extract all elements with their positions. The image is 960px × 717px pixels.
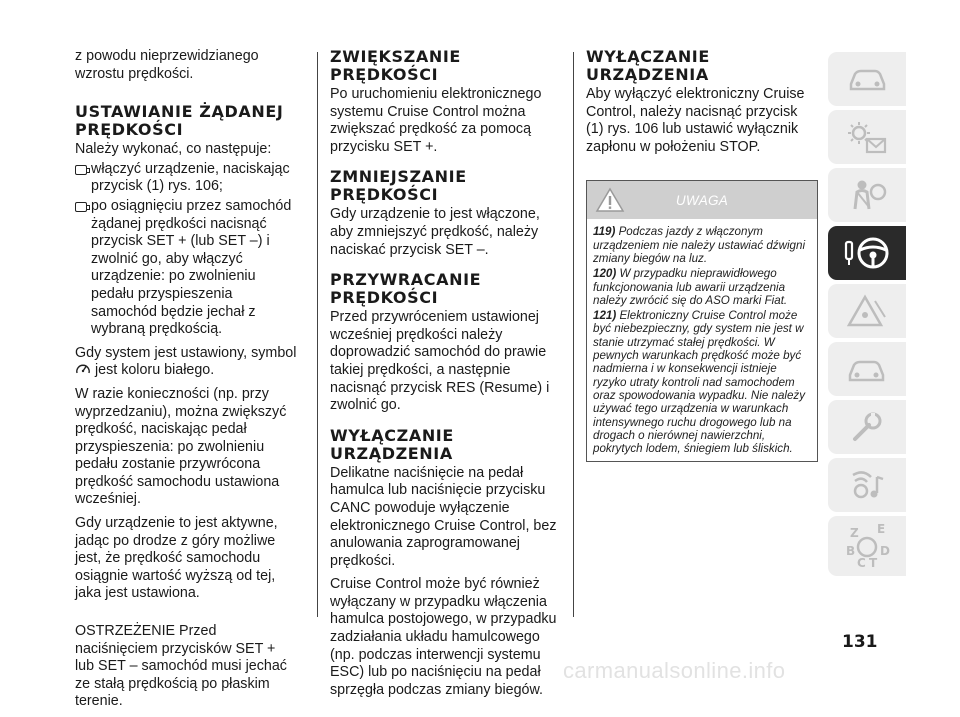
column-divider [573, 52, 574, 617]
warning-item [593, 267, 811, 307]
paragraph-text: jest koloru białego. [94, 362, 215, 379]
paragraph-text: Gdy system jest ustawiony, symbol [75, 344, 297, 361]
warning-item-text: Elektroniczny Cruise Control może być niebezpieczny, gdy system nie jest w stanie utrzymać stałej prędkości. W pewnych warunkach prędkość może być nadmierna i w konsekwencji istnieje ryzyko utraty kontroli nad samochodem oraz spowodowania wypadku. Nie należy używać tego urządzenia w warunkach intensywnego ruchu drogowego lub na drogach o nierównej nawierzchni, pokrytych lodem, śniegiem lub śliskich. [593, 309, 806, 456]
warning-item [593, 225, 811, 265]
steering-wheel-key-icon [842, 233, 892, 273]
warning-item-number: 121) [593, 309, 617, 323]
bullet-box-icon [75, 202, 87, 212]
paragraph: Delikatne naciśnięcie na pedał hamulca lub naciśnięcie przycisku CANC powoduje wyłączenie elektronicznego Cruise Control, bez anulowania zaprogramowanej prędkości. [330, 464, 557, 569]
page-number: 131 [842, 632, 878, 652]
chapter-tabs [828, 52, 906, 580]
bullet-item [75, 161, 297, 196]
bullet-item [75, 198, 297, 339]
paragraph: Cruise Control może być również wyłączany w przypadku włączenia hamulca postojowego, w przypadku zadziałania układu hamulcowego (np. podczas interwencji systemu ESC) lub po naciśnięciu na pedał sprzęgła podczas zmiany biegów. [330, 576, 557, 698]
tab-dashboard[interactable] [828, 110, 906, 164]
paragraph: Aby wyłączyć elektroniczny Cruise Control, należy nacisnąć przycisk (1) rys. 106 lub ustawić wyłącznik zapłonu w położeniu STOP. [586, 86, 805, 155]
paragraph: W razie konieczności (np. przy wyprzedzaniu), można zwiększyć prędkość, naciskając pedał przyspieszenia: po zwolnieniu pedału zostanie przywrócona prędkość samochodu ustawiona wcześniej. [75, 385, 287, 508]
warning-item-number: 119) [593, 225, 616, 239]
heading-resume-speed: PRZYWRACANIE PRĘDKOŚCI [330, 270, 482, 308]
intro-text: z powodu nieprzewidzianego wzrostu prędkości. [75, 48, 259, 82]
tab-maintenance[interactable] [828, 342, 906, 396]
warning-header [587, 181, 817, 219]
column-3 [586, 48, 818, 462]
heading-disable-device: WYŁĄCZANIE URZĄDZENIA [330, 425, 454, 463]
warning-item-text: Podczas jazdy z włączonym urządzeniem nie należy ustawiać dźwigni zmiany biegów na luz. [593, 225, 806, 265]
heading-set-speed: USTAWIANIE ŻĄDANEJ PRĘDKOŚCI [75, 102, 284, 140]
car-icon [845, 64, 889, 94]
tab-safety[interactable] [828, 168, 906, 222]
bullet-box-icon [75, 165, 87, 175]
paragraph: Po uruchomieniu elektronicznego systemu Cruise Control można zwiększać prędkość za pomocą przycisku SET +. [330, 86, 542, 155]
tab-multimedia[interactable] [828, 458, 906, 512]
tab-car[interactable] [828, 52, 906, 106]
warning-box [586, 180, 818, 462]
index-letter: T [869, 556, 878, 570]
warning-item [593, 309, 811, 455]
index-letter: Z [850, 526, 859, 540]
tab-index[interactable] [828, 516, 906, 576]
car-service-icon [845, 353, 889, 385]
bullet-text: po osiągnięciu przez samochód żądanej prędkości nacisnąć przycisk SET + (lub SET –) i zwolnić go, aby włączyć urządzenie: po zwolnieniu pedału przyspieszenia samochód będzie jechał z wybraną prędkością. [91, 197, 292, 338]
speedometer-icon [75, 362, 91, 375]
tab-starting-driving[interactable] [828, 226, 906, 280]
tab-technical-data[interactable] [828, 400, 906, 454]
column-2 [330, 48, 560, 705]
warning-note: OSTRZEŻENIE Przed naciśnięciem przycisków SET + lub SET – samochód musi jechać ze stałą prędkością po płaskim terenie. [75, 623, 287, 710]
paragraph-symbol [75, 345, 297, 380]
index-letter: D [880, 544, 890, 558]
column-divider [317, 52, 318, 617]
warning-item-text: W przypadku nieprawidłowego funkcjonowania lub awarii urządzenia należy zwrócić się do ASO marki Fiat. [593, 267, 788, 307]
index-letter: B [846, 544, 856, 558]
seatbelt-airbag-icon [845, 177, 889, 213]
wrench-icon [845, 409, 889, 445]
index-letters-icon [842, 521, 892, 571]
heading-switch-off-device: WYŁĄCZANIE URZĄDZENIA [586, 47, 710, 84]
warning-title: UWAGA [675, 192, 729, 208]
warning-body [587, 219, 817, 461]
tab-emergency[interactable] [828, 284, 906, 338]
dashboard-lights-icon [845, 119, 889, 155]
paragraph: Przed przywróceniem ustawionej wcześniej prędkości należy doprowadzić samochód do prawie takiej prędkości, a następnie nacisnąć przycisk RES (Resume) i zwolnić go. [330, 309, 550, 414]
media-icon [845, 467, 889, 503]
heading-decrease-speed: ZMNIEJSZANIE PRĘDKOŚCI [330, 167, 467, 205]
bullet-text: włączyć urządzenie, naciskając przycisk (1) rys. 106; [91, 160, 290, 195]
column-1 [75, 48, 297, 717]
paragraph: Należy wykonać, co następuje: [75, 141, 272, 158]
paragraph: Gdy urządzenie to jest aktywne, jadąc po drodze z góry możliwe jest, że prędkość samochodu osiągnie wartość wyższą od tej, jaka jest ustawiona. [75, 515, 278, 602]
index-letter: C [857, 556, 866, 570]
warning-triangle-icon [595, 187, 625, 213]
paragraph: Gdy urządzenie to jest włączone, aby zmniejszyć prędkość, należy naciskać przycisk SET –. [330, 206, 540, 258]
warning-item-number: 120) [593, 267, 617, 281]
watermark: carmanualsonline.info [563, 658, 786, 683]
heading-increase-speed: ZWIĘKSZANIE PRĘDKOŚCI [330, 47, 461, 84]
warning-triangle-icon [845, 293, 889, 329]
index-letter: E [877, 522, 886, 536]
